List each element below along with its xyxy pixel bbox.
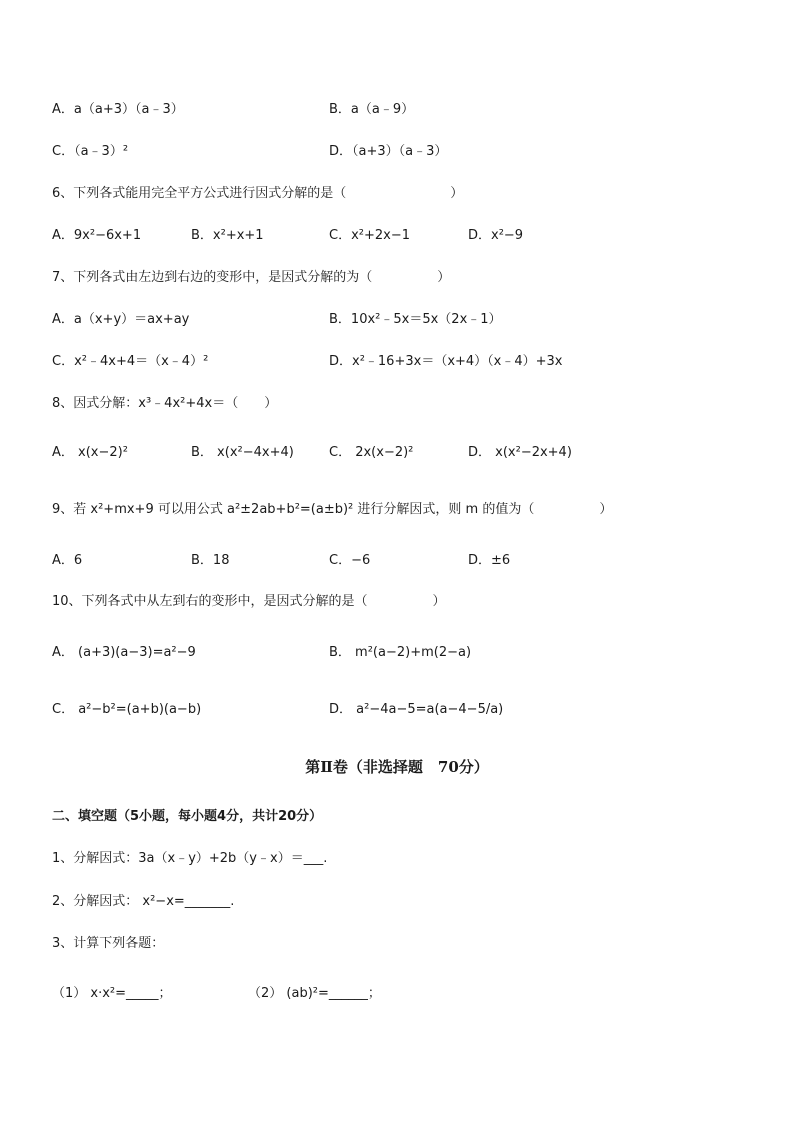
q8-stem: 8、因式分解：x³﹣4x²+4x＝（ ） [52, 396, 278, 411]
q6-option-c: C．x²+2x−1 [329, 228, 411, 243]
q5-option-c [52, 143, 128, 161]
q6-option-a: A．9x²−6x+1 [52, 228, 142, 243]
q6-option-d: D．x²−9 [468, 228, 524, 243]
q7-option-c: C．x²﹣4x+4＝（x﹣4）² [52, 354, 209, 369]
q7-option-b: B．10x²﹣5x＝5x（2x﹣1） [329, 312, 502, 327]
q7-stem: 7、下列各式由左边到右边的变形中，是因式分解的为（ ） [52, 270, 451, 285]
q9-option-a: A．6 [52, 553, 83, 568]
q10-option-b: B． m²(a−2)+m(2−a) [329, 645, 472, 660]
fill-q2: 2、分解因式： x²−x=_______. [52, 894, 235, 909]
fill-q3: 3、计算下列各题： [52, 936, 165, 951]
q9-option-b: B．18 [191, 553, 230, 568]
q8-option-d: D． x(x²−2x+4) [468, 445, 572, 460]
q5-option-b-text: B．a（a﹣9） [329, 102, 415, 117]
q5-option-b [329, 101, 414, 119]
q8-option-a: A． x(x−2)² [52, 445, 128, 460]
q5-option-d [329, 143, 447, 161]
q9-option-c: C．−6 [329, 553, 371, 568]
q8-option-b: B． x(x²−4x+4) [191, 445, 294, 460]
q10-option-c: C． a²−b²=(a+b)(a−b) [52, 702, 202, 717]
fill-q3-part2: （2） (ab)²=______； [248, 986, 381, 1001]
q5-option-d-text: D．（a+3）（a﹣3） [329, 144, 448, 159]
q9-stem: 9、若 x²+mx+9 可以用公式 a²±2ab+b²=(a±b)² 进行分解因式，则 m 的值为（ ） [52, 502, 613, 517]
q6-stem: 6、下列各式能用完全平方公式进行因式分解的是（ ） [52, 186, 464, 201]
q10-option-a: A． (a+3)(a−3)=a²−9 [52, 645, 196, 660]
q10-stem: 10、下列各式中从左到右的变形中，是因式分解的是（ ） [52, 594, 446, 609]
q5-option-a-text: A．a（a+3）（a﹣3） [52, 102, 184, 117]
fill-q3-part1: （1） x·x²=_____； [52, 986, 172, 1001]
q7-option-d: D．x²﹣16+3x＝（x+4）（x﹣4）+3x [329, 354, 563, 369]
fill-in-section-heading: 二、填空题（5小题，每小题4分，共计20分） [52, 809, 323, 824]
q5-option-c-text: C．（a﹣3）² [52, 144, 129, 159]
q9-option-d: D．±6 [468, 553, 511, 568]
q10-option-d: D． a²−4a−5=a(a−4−5/a) [329, 702, 504, 717]
q8-option-c: C． 2x(x−2)² [329, 445, 414, 460]
fill-q1: 1、分解因式：3a（x﹣y）+2b（y﹣x）＝___. [52, 851, 328, 866]
q5-option-a [52, 101, 184, 119]
q6-option-b: B．x²+x+1 [191, 228, 264, 243]
q7-option-a: A．a（x+y）＝ax+ay [52, 312, 190, 327]
section-2-title: 第Ⅱ卷（非选择题 70分） [305, 758, 489, 776]
